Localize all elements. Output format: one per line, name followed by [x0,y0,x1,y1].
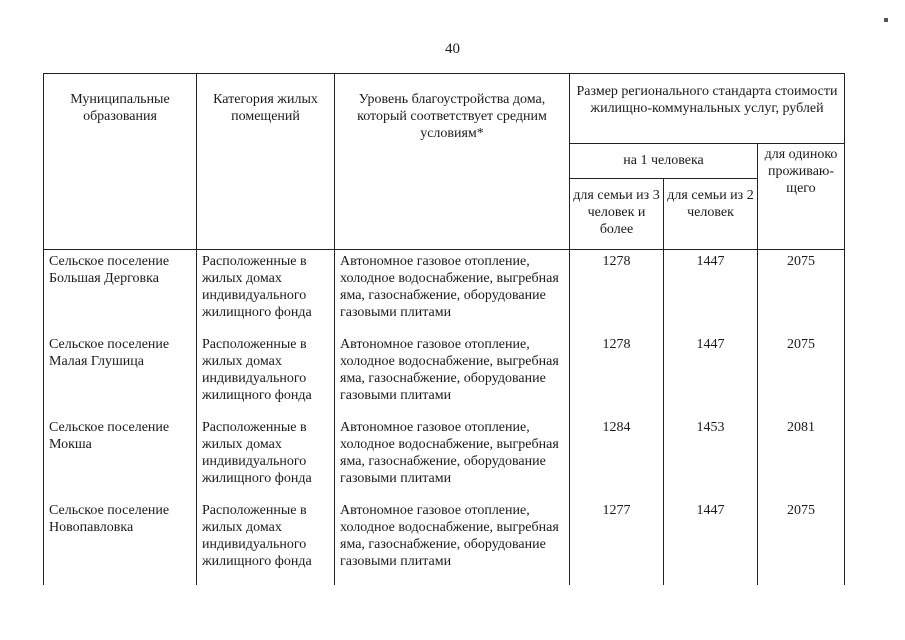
cell-municipality: Сельское поселение Новопавловка [44,502,197,585]
cell-category: Расположенные в жилых домах индивидуального жилищного фонда [197,336,335,419]
cell-single: 2075 [758,336,845,419]
scan-mark [884,18,888,22]
cell-single: 2075 [758,502,845,585]
cell-family3: 1278 [570,250,664,337]
cell-level: Автономное газовое отопление, холодное водоснабжение, выгребная яма, газоснабжение, оборудование газовыми плитами [335,419,570,502]
cell-level: Автономное газовое отопление, холодное водоснабжение, выгребная яма, газоснабжение, оборудование газовыми плитами [335,336,570,419]
cell-municipality: Сельское поселение Мокша [44,419,197,502]
cell-family3: 1284 [570,419,664,502]
tariff-table [43,73,845,585]
cell-level: Автономное газовое отопление, холодное водоснабжение, выгребная яма, газоснабжение, оборудование газовыми плитами [335,502,570,585]
header-family3: для семьи из 3 человек и более [570,179,664,250]
cell-family2: 1447 [664,250,758,337]
table-row [44,250,845,337]
header-municipality: Муниципальные образования [44,74,197,250]
header-single: для одиноко проживаю-щего [758,144,845,250]
cell-family3: 1277 [570,502,664,585]
table-header [44,74,845,250]
table-row [44,502,845,585]
cell-municipality: Сельское поселение Малая Глушица [44,336,197,419]
header-family2: для семьи из 2 человек [664,179,758,250]
table-body [44,250,845,586]
cell-category: Расположенные в жилых домах индивидуального жилищного фонда [197,250,335,337]
cell-family2: 1453 [664,419,758,502]
table-row [44,336,845,419]
cell-category: Расположенные в жилых домах индивидуального жилищного фонда [197,502,335,585]
cell-family2: 1447 [664,502,758,585]
cell-single: 2075 [758,250,845,337]
cell-category: Расположенные в жилых домах индивидуального жилищного фонда [197,419,335,502]
page-number: 40 [445,41,460,57]
cell-municipality: Сельское поселение Большая Дерговка [44,250,197,337]
cell-level: Автономное газовое отопление, холодное водоснабжение, выгребная яма, газоснабжение, оборудование газовыми плитами [335,250,570,337]
cell-family2: 1447 [664,336,758,419]
header-per-person: на 1 человека [570,144,758,179]
header-category: Категория жилых помещений [197,74,335,250]
cell-family3: 1278 [570,336,664,419]
header-standard: Размер регионального стандарта стоимости жилищно-коммунальных услуг, рублей [570,74,845,144]
table-row [44,419,845,502]
header-level: Уровень благоустройства дома, который соответствует средним условиям* [335,74,570,250]
cell-single: 2081 [758,419,845,502]
